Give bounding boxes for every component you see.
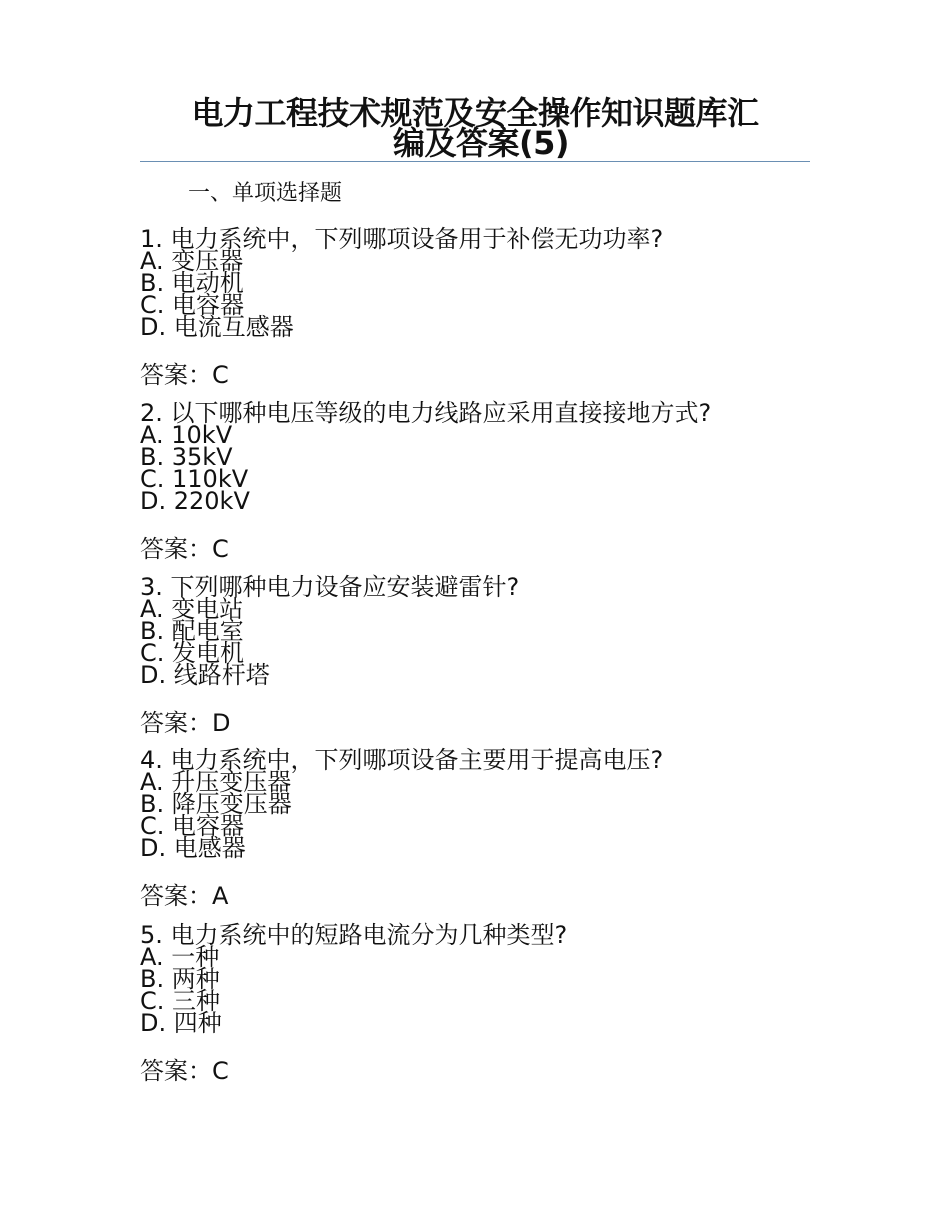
question-text: 3. 下列哪种电力设备应安装避雷针? — [140, 573, 520, 601]
title-underline — [140, 161, 810, 162]
option-b: B. 电动机 — [140, 269, 244, 297]
option-c: C. 三种 — [140, 987, 221, 1015]
option-a: A. 10kV — [140, 421, 233, 449]
option-b: B. 35kV — [140, 443, 233, 471]
option-a: A. 一种 — [140, 943, 220, 971]
option-b: B. 两种 — [140, 965, 220, 993]
option-c: C. 110kV — [140, 465, 249, 493]
option-a: A. 变电站 — [140, 595, 244, 623]
section-heading: 一、单项选择题 — [188, 181, 343, 206]
answer-line: 答案：C — [140, 535, 229, 563]
answer-line: 答案：D — [140, 709, 231, 737]
question-block-4 — [140, 746, 840, 911]
question-block-2 — [140, 399, 840, 564]
question-block-3 — [140, 573, 840, 738]
answer-line: 答案：A — [140, 882, 229, 910]
question-block-5 — [140, 921, 840, 1086]
answer-line: 答案：C — [140, 361, 229, 389]
option-c: C. 电容器 — [140, 291, 245, 319]
question-block-1 — [140, 225, 840, 390]
title-line-1: 电力工程技术规范及安全操作知识题库汇 — [191, 94, 759, 132]
option-d: D. 220kV — [140, 487, 250, 515]
document-title — [140, 94, 810, 162]
option-b: B. 配电室 — [140, 617, 244, 645]
option-d: D. 电流互感器 — [140, 313, 294, 341]
option-a: A. 变压器 — [140, 247, 244, 275]
question-text: 1. 电力系统中，下列哪项设备用于补偿无功功率? — [140, 225, 664, 253]
option-d: D. 电感器 — [140, 834, 246, 862]
question-text: 4. 电力系统中，下列哪项设备主要用于提高电压? — [140, 746, 664, 774]
question-text: 2. 以下哪种电压等级的电力线路应采用直接接地方式? — [140, 399, 712, 427]
option-d: D. 线路杆塔 — [140, 661, 270, 689]
title-line-2: 编及答案(5) — [392, 124, 570, 162]
option-d: D. 四种 — [140, 1009, 222, 1037]
option-c: C. 发电机 — [140, 639, 245, 667]
answer-line: 答案：C — [140, 1057, 229, 1085]
option-a: A. 升压变压器 — [140, 768, 292, 796]
option-b: B. 降压变压器 — [140, 790, 292, 818]
option-c: C. 电容器 — [140, 812, 245, 840]
question-text: 5. 电力系统中的短路电流分为几种类型? — [140, 921, 568, 949]
